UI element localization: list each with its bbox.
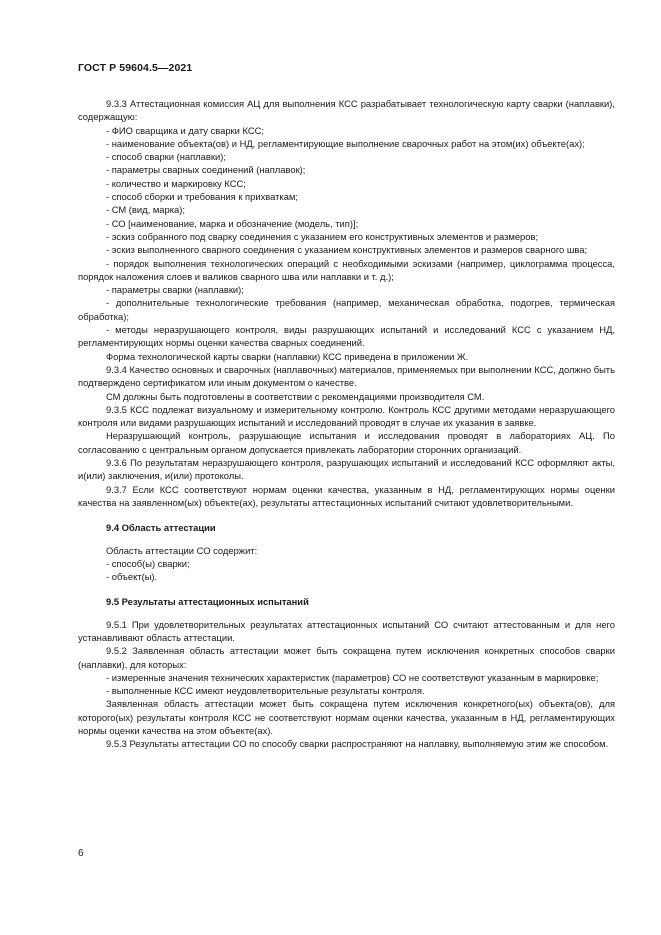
paragraph: 9.3.3 Аттестационная комиссия АЦ для выполнения КСС разрабатывает технологическую карту сварки (наплавки), содержащую: bbox=[78, 98, 615, 123]
section-heading: 9.5 Результаты аттестационных испытаний bbox=[106, 596, 309, 608]
list-item: - способ сварки (наплавки); bbox=[106, 151, 226, 163]
paragraph: Форма технологической карты сварки (наплавки) КСС приведена в приложении Ж. bbox=[106, 350, 469, 362]
paragraph: 9.5.1 При удовлетворительных результатах аттестационных испытаний СО считают аттестованным и для него устанавливают область аттестации. bbox=[78, 618, 615, 643]
list-item: - выполненные КСС имеют неудовлетворительные результаты контроля. bbox=[106, 685, 425, 697]
paragraph: 9.5.3 Результаты аттестации СО по способу сварки распространяют на наплавку, выполняемую этим же способом. bbox=[106, 738, 609, 750]
list-item: - порядок выполнения технологических операций с необходимыми эскизами (например, циклограмма процесса, порядок наложения слоев и валиков сварного шва или наплавки и т. д.); bbox=[78, 257, 615, 282]
list-item: - ФИО сварщика и дату сварки КСС; bbox=[106, 124, 265, 136]
paragraph: 9.3.7 Если КСС соответствуют нормам оценки качества, указанным в НД, регламентирующих нормы оценки качества на заявленном(ых) объекте(ах), результаты аттестационных испытаний считают удовлетворительными. bbox=[78, 483, 615, 508]
document-body bbox=[78, 97, 615, 751]
paragraph: 9.3.5 КСС подлежат визуальному и измерительному контролю. Контроль КСС другими методами неразрушающего контроля или видами разрушающих испытаний и исследований проводят в случае их указания в заявке. bbox=[78, 403, 615, 429]
list-item: - дополнительные технологические требования (например, механическая обработка, подогрев, термическая обработка); bbox=[78, 297, 615, 322]
list-item: - параметры сварных соединений (наплавок); bbox=[106, 164, 306, 176]
list-item: - эскиз выполненного сварного соединения с указанием конструктивных элементов и размеров сварного шва; bbox=[106, 244, 588, 256]
paragraph: 9.3.4 Качество основных и сварочных (наплавочных) материалов, применяемых при выполнении КСС, должно быть подтверждено сертификатом или иным документом о качестве. bbox=[78, 363, 615, 389]
paragraph: 9.3.6 По результатам неразрушающего контроля, разрушающих испытаний и исследований КСС оформляют акты, и(или) заключения, и(или) протоколы. bbox=[78, 457, 615, 482]
paragraph: Заявленная область аттестации может быть сокращена путем исключения конкретного(ых) объекта(ов), для которого(ых) результаты контроля КСС не соответствуют нормам оценки качества, указанным в НД, регламентирующих нормы оценки качества на этом объекте(ах). bbox=[78, 698, 615, 737]
list-item: - способ сборки и требования к прихваткам; bbox=[106, 191, 299, 203]
list-item: - наименование объекта(ов) и НД, регламентирующие выполнение сварочных работ на этом(их) объекте(ах); bbox=[106, 137, 585, 149]
section-heading: 9.4 Область аттестации bbox=[106, 522, 216, 534]
section-spacer bbox=[78, 509, 615, 513]
list-item: - параметры сварки (наплавки); bbox=[106, 284, 244, 296]
list-item: - количество и маркировку КСС; bbox=[106, 177, 246, 189]
paragraph: СМ должны быть подготовлены в соответствии с рекомендациями производителя СМ. bbox=[106, 390, 485, 402]
paragraph: Область аттестации СО содержит: bbox=[106, 544, 258, 556]
page-number: 6 bbox=[78, 848, 84, 859]
list-item: - СО [наименование, марка и обозначение (модель, тип)]; bbox=[106, 217, 359, 229]
list-item: - измеренные значения технических характеристик (параметров) СО не соответствуют указанным в маркировке; bbox=[106, 671, 599, 683]
document-header: ГОСТ Р 59604.5—2021 bbox=[78, 62, 193, 74]
list-item: - СМ (вид, марка); bbox=[106, 204, 185, 216]
section-spacer bbox=[78, 583, 615, 587]
paragraph: 9.5.2 Заявленная область аттестации может быть сокращена путем исключения конкретных способов сварки (наплавки), для которых: bbox=[78, 645, 615, 670]
list-item: - методы неразрушающего контроля, виды разрушающих испытаний и исследований КСС с указанием НД, регламентирующих нормы оценки качества сварных соединений. bbox=[78, 324, 615, 349]
paragraph: Неразрушающий контроль, разрушающие испытания и исследования проводят в лабораториях АЦ. По согласованию с центральным органом допускается привлекать лаборатории сторонних организаций. bbox=[78, 430, 615, 455]
list-item: - объект(ы). bbox=[106, 571, 158, 583]
list-item: - эскиз собранного под сварку соединения с указанием его конструктивных элементов и размеров; bbox=[106, 230, 539, 242]
list-item: - способ(ы) сварки; bbox=[106, 557, 190, 569]
